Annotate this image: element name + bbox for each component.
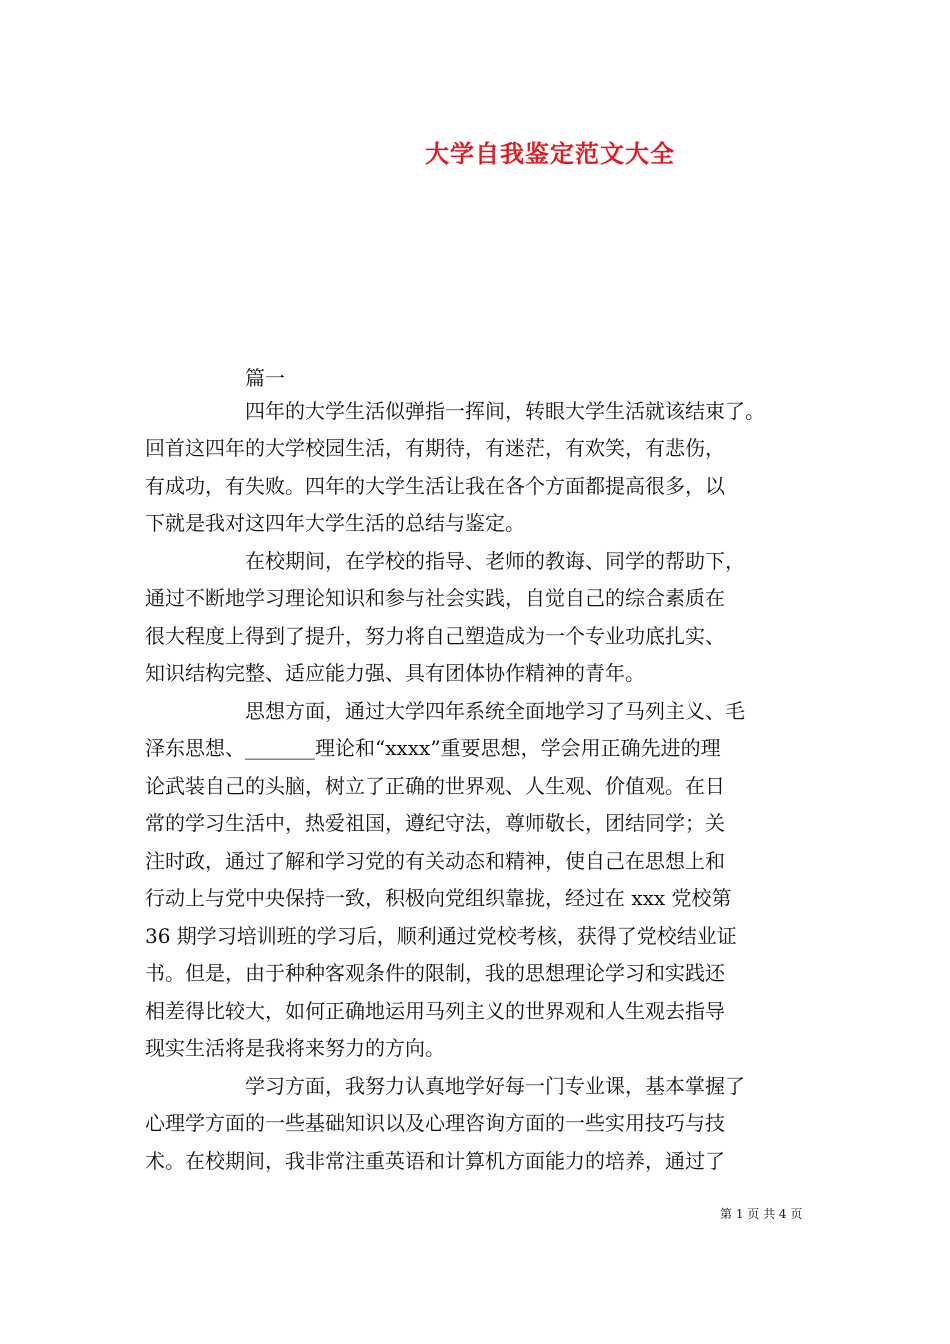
paragraph-line: 思想方面，通过大学四年系统全面地学习了马列主义、毛: [145, 699, 745, 723]
paragraph-line: 术。在校期间，我非常注重英语和计算机方面能力的培养，通过了: [145, 1149, 725, 1173]
paragraph-line: 在校期间，在学校的指导、老师的教诲、同学的帮助下，: [145, 549, 745, 573]
paragraph-line: 知识结构完整、适应能力强、具有团体协作精神的青年。: [145, 661, 645, 685]
paragraph-line: 回首这四年的大学校园生活，有期待，有迷茫，有欢笑，有悲伤，: [145, 436, 725, 460]
paragraph-line: 通过不断地学习理论知识和参与社会实践，自觉自己的综合素质在: [145, 586, 725, 610]
document-title: 大学自我鉴定范文大全: [425, 139, 675, 168]
paragraph-line: 论武装自己的头脑，树立了正确的世界观、人生观、价值观。在日: [145, 774, 725, 798]
paragraph-line: 常的学习生活中，热爱祖国，遵纪守法，尊师敬长，团结同学；关: [145, 811, 725, 835]
paragraph-line: 学习方面，我努力认真地学好每一门专业课，基本掌握了: [145, 1074, 745, 1098]
paragraph-line: 行动上与党中央保持一致，积极向党组织靠拢，经过在 xxx 党校第: [145, 886, 732, 910]
section-label: 篇一: [245, 366, 285, 390]
paragraph-line: 下就是我对这四年大学生活的总结与鉴定。: [145, 511, 525, 535]
page-footer: 第 1 页 共 4 页: [720, 1207, 803, 1221]
paragraph-line: 现实生活将是我将来努力的方向。: [145, 1036, 445, 1060]
paragraph-line: 心理学方面的一些基础知识以及心理咨询方面的一些实用技巧与技: [145, 1111, 725, 1135]
paragraph-line: 泽东思想、_______理论和“xxxx”重要思想，学会用正确先进的理: [145, 736, 721, 760]
paragraph-line: 有成功，有失败。四年的大学生活让我在各个方面都提高很多，以: [145, 474, 725, 498]
paragraph-line: 注时政，通过了解和学习党的有关动态和精神，使自己在思想上和: [145, 849, 725, 873]
paragraph-line: 很大程度上得到了提升，努力将自己塑造成为一个专业功底扎实、: [145, 624, 725, 648]
paragraph-line: 四年的大学生活似弹指一挥间，转眼大学生活就该结束了。: [145, 399, 765, 423]
paragraph-line: 36 期学习培训班的学习后，顺利通过党校考核，获得了党校结业证: [145, 924, 737, 948]
paragraph-line: 书。但是，由于种种客观条件的限制，我的思想理论学习和实践还: [145, 961, 725, 985]
paragraph-line: 相差得比较大，如何正确地运用马列主义的世界观和人生观去指导: [145, 999, 725, 1023]
